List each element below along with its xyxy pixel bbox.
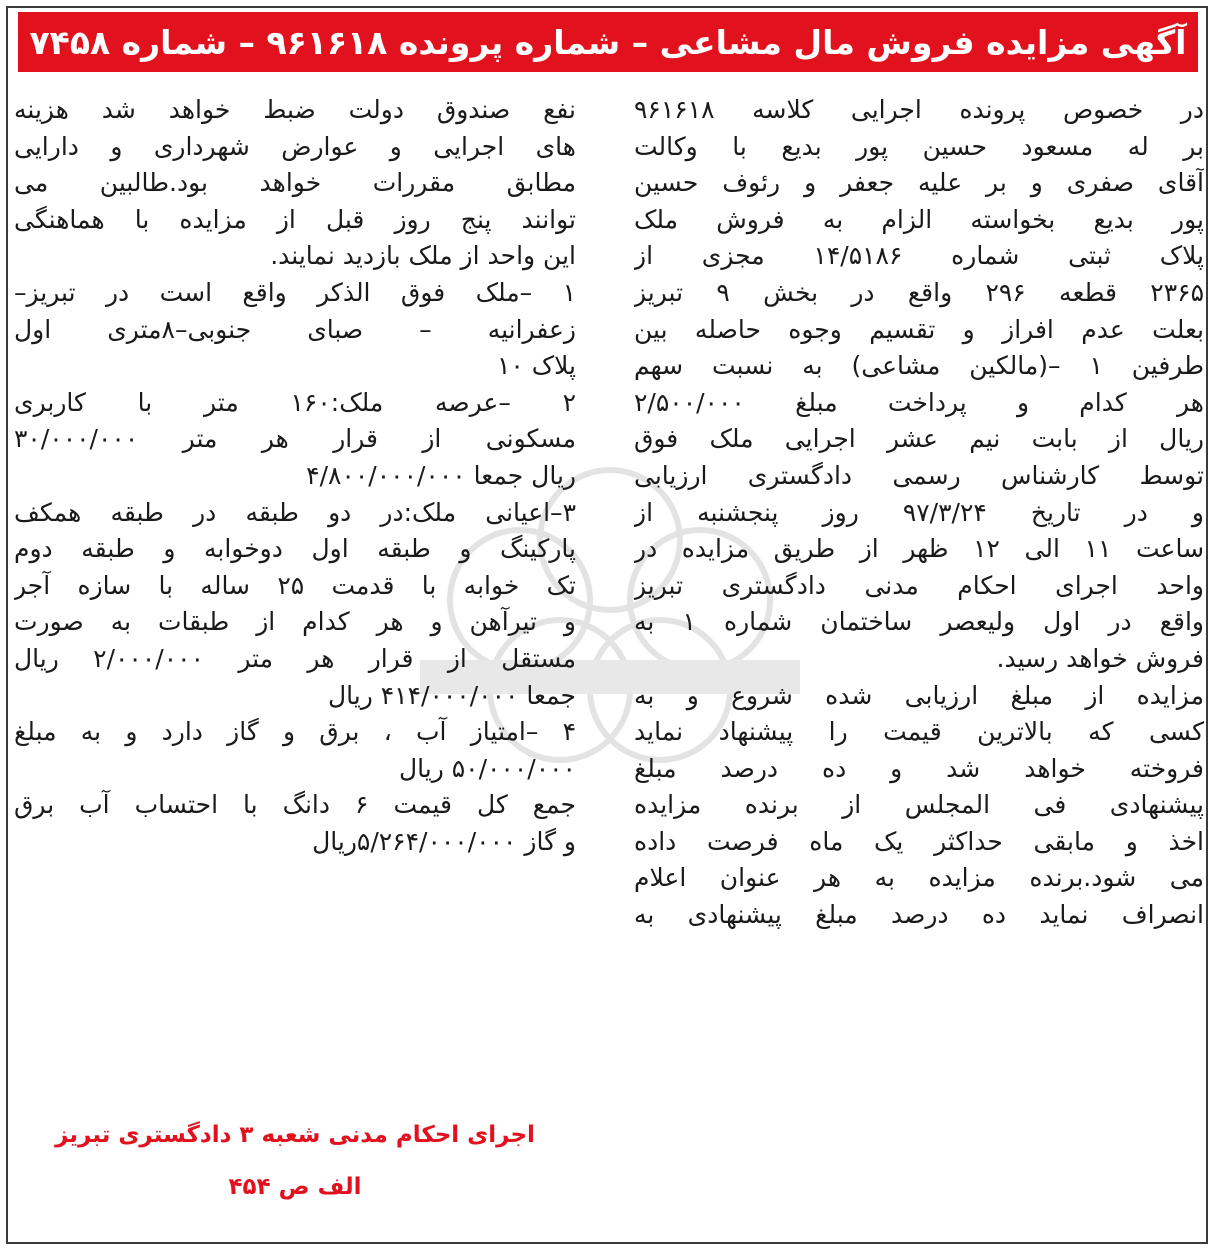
ad-header <box>18 12 1198 72</box>
right-column-text <box>634 92 1204 934</box>
text-line: واحد اجرای احکام مدنی دادگستری تبریز <box>634 570 1204 600</box>
text-line: ۲۳۶۵ قطعه ۲۹۶ واقع در بخش ۹ تبریز <box>634 277 1204 307</box>
text-line: پلاک ۱۰ <box>496 351 576 381</box>
text-line: می شود.برنده مزایده به هر عنوان اعلام <box>634 863 1204 893</box>
text-line: پور بدیع بخواسته الزام به فروش ملک <box>634 204 1204 234</box>
text-line: اخذ و مابقی حداکثر یک ماه فرصت داده <box>634 826 1204 856</box>
text-line: این واحد از ملک بازدید نمایند. <box>270 241 576 271</box>
text-line: تک خوابه با قدمت ۲۵ ساله با سازه آجر <box>14 570 576 600</box>
text-line: و در تاریخ ۹۷/۳/۲۴ روز پنجشنبه از <box>634 497 1204 527</box>
text-line: جمع کل قیمت ۶ دانگ با احتساب آب برق <box>14 790 576 820</box>
text-line: ریال از بابت نیم عشر اجرایی ملک فوق <box>634 424 1204 454</box>
text-line: ۴ –امتیاز آب ، برق و گاز دارد و به مبلغ <box>14 717 576 747</box>
text-line: بر له مسعود حسین پور بدیع با وکالت <box>634 131 1204 161</box>
text-line: مستقل از قرار هر متر ۲/۰۰۰/۰۰۰ ریال <box>14 643 576 673</box>
text-line: پیشنهادی فی المجلس از برنده مزایده <box>634 790 1204 820</box>
text-line: مطابق مقررات خواهد بود.طالبین می <box>14 168 576 198</box>
text-line: در خصوص پرونده اجرایی کلاسه ۹۶۱۶۱۸ <box>634 95 1204 124</box>
text-line: ساعت ۱۱ الی ۱۲ ظهر از طریق مزایده در <box>634 534 1204 564</box>
left-column <box>14 92 576 860</box>
text-line: آقای صفری و بر علیه جعفر و رئوف حسین <box>634 168 1204 198</box>
text-line: فروش خواهد رسید. <box>996 643 1204 673</box>
text-line: بعلت عدم افراز و تقسیم وجوه حاصله بین <box>634 314 1204 344</box>
signature-code: الف ص ۴۵۴ <box>228 1174 362 1200</box>
text-line: مزایده از مبلغ ارزیابی شده شروع و به <box>634 680 1204 710</box>
text-line: فروخته خواهد شد و ده درصد مبلغ <box>634 753 1204 783</box>
text-line: توسط کارشناس رسمی دادگستری ارزیابی <box>634 460 1204 490</box>
right-column <box>634 92 1204 934</box>
text-line: زعفرانیه – صبای جنوبی–۸متری اول <box>14 314 576 344</box>
text-line: پارکینگ و طبقه اول دوخوابه و طبقه دوم <box>14 534 576 564</box>
text-line: توانند پنج روز قبل از مزایده با هماهنگی <box>14 204 576 234</box>
text-line: ریال جمعا ۴/۸۰۰/۰۰۰/۰۰۰ <box>306 460 576 490</box>
text-line: انصراف نماید ده درصد مبلغ پیشنهادی به <box>634 900 1204 930</box>
left-column-text <box>14 92 576 860</box>
text-line: طرفین ۱ –(مالکین مشاعی) به نسبت سهم <box>634 351 1204 381</box>
signature-office: اجرای احکام مدنی شعبه ۳ دادگستری تبریز <box>55 1122 535 1148</box>
text-line: هر کدام و پرداخت مبلغ ۲/۵۰۰/۰۰۰ <box>634 387 1204 417</box>
text-line: های اجرایی و عوارض شهرداری و دارایی <box>14 131 576 161</box>
text-line: جمعا ۴۱۴/۰۰۰/۰۰۰ ریال <box>327 680 576 710</box>
text-line: ۲ –عرصه ملک:۱۶۰ متر با کاربری <box>14 387 576 417</box>
text-line: پلاک ثبتی شماره ۱۴/۵۱۸۶ مجزی از <box>634 241 1204 271</box>
text-line: و گاز ۵/۲۶۴/۰۰۰/۰۰۰ریال <box>312 826 576 856</box>
text-line: ۱ –ملک فوق الذکر واقع است در تبریز– <box>14 277 576 307</box>
text-line: ۵۰/۰۰۰/۰۰۰ ریال <box>398 753 576 783</box>
text-line: کسی که بالاترین قیمت را پیشنهاد نماید <box>634 717 1204 747</box>
ad-title: آگهی مزایده فروش مال مشاعی – شماره پرونده ۹۶۱۶۱۸ – شماره ۷۴۵۸ <box>29 22 1187 62</box>
text-line: و تیرآهن و هر کدام از طبقات به صورت <box>14 607 576 637</box>
text-line: نفع صندوق دولت ضبط خواهد شد هزینه <box>14 95 576 124</box>
text-line: واقع در اول ولیعصر ساختمان شماره ۱ به <box>634 607 1204 637</box>
text-line: ۳–اعیانی ملک:در دو طبقه در طبقه همکف <box>14 497 576 527</box>
text-line: مسکونی از قرار هر متر ۳۰/۰۰۰/۰۰۰ <box>14 424 576 454</box>
